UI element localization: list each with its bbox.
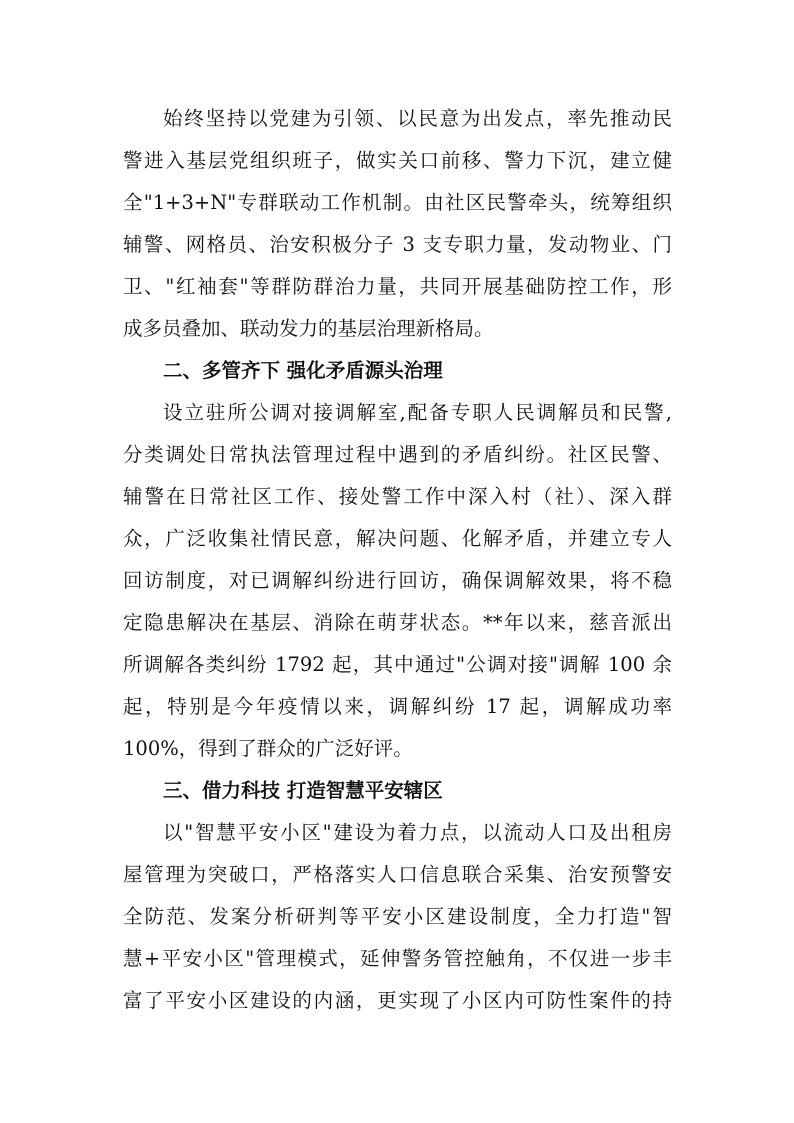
text-line: 分类调处日常执法管理过程中遇到的矛盾纠纷。社区民警、 xyxy=(123,443,672,466)
text-line: 屋管理为突破口，严格落实人口信息联合采集、治安预警安 xyxy=(123,863,672,886)
section-heading: 三、借力科技 打造智慧平安辖区 xyxy=(163,779,443,802)
text-line: 警进入基层党组织班子，做实关口前移、警力下沉，建立健 xyxy=(123,149,672,172)
paragraph-mediation xyxy=(123,392,672,770)
paragraph-smart-community xyxy=(123,812,672,1022)
text-line: 设立驻所公调对接调解室,配备专职人民调解员和民警, xyxy=(163,401,672,424)
text-line: 辅警、网格员、治安积极分子 3 支专职力量，发动物业、门 xyxy=(123,233,672,256)
text-line: 慧+平安小区"管理模式，延伸警务管控触角，不仅进一步丰 xyxy=(123,947,672,970)
text-line: 100%，得到了群众的广泛好评。 xyxy=(123,737,413,760)
text-line: 回访制度，对已调解纠纷进行回访，确保调解效果，将不稳 xyxy=(123,569,672,592)
section-heading: 二、多管齐下 强化矛盾源头治理 xyxy=(163,359,443,382)
text-line: 辅警在日常社区工作、接处警工作中深入村（社）、深入群 xyxy=(123,485,672,508)
section-heading-2 xyxy=(123,350,672,392)
text-line: 起，特别是今年疫情以来，调解纠纷 17 起，调解成功率 xyxy=(123,695,672,718)
text-line: 全"1+3+N"专群联动工作机制。由社区民警牵头，统筹组织 xyxy=(123,191,672,214)
text-line: 全防范、发案分析研判等平安小区建设制度，全力打造"智 xyxy=(123,905,672,928)
text-line: 众，广泛收集社情民意，解决问题、化解矛盾，并建立专人 xyxy=(123,527,672,550)
text-line: 所调解各类纠纷 1792 起，其中通过"公调对接"调解 100 余 xyxy=(123,653,672,676)
text-line: 成多员叠加、联动发力的基层治理新格局。 xyxy=(123,317,494,340)
text-line: 始终坚持以党建为引领、以民意为出发点，率先推动民 xyxy=(163,107,672,130)
document-body xyxy=(123,98,672,1022)
text-line: 富了平安小区建设的内涵，更实现了小区内可防性案件的持 xyxy=(123,989,672,1012)
text-line: 定隐患解决在基层、消除在萌芽状态。**年以来，慈音派出 xyxy=(123,611,672,634)
text-line: 卫、"红袖套"等群防群治力量，共同开展基础防控工作，形 xyxy=(123,275,672,298)
paragraph-party-building xyxy=(123,98,672,350)
text-line: 以"智慧平安小区"建设为着力点，以流动人口及出租房 xyxy=(163,821,672,844)
section-heading-3 xyxy=(123,770,672,812)
